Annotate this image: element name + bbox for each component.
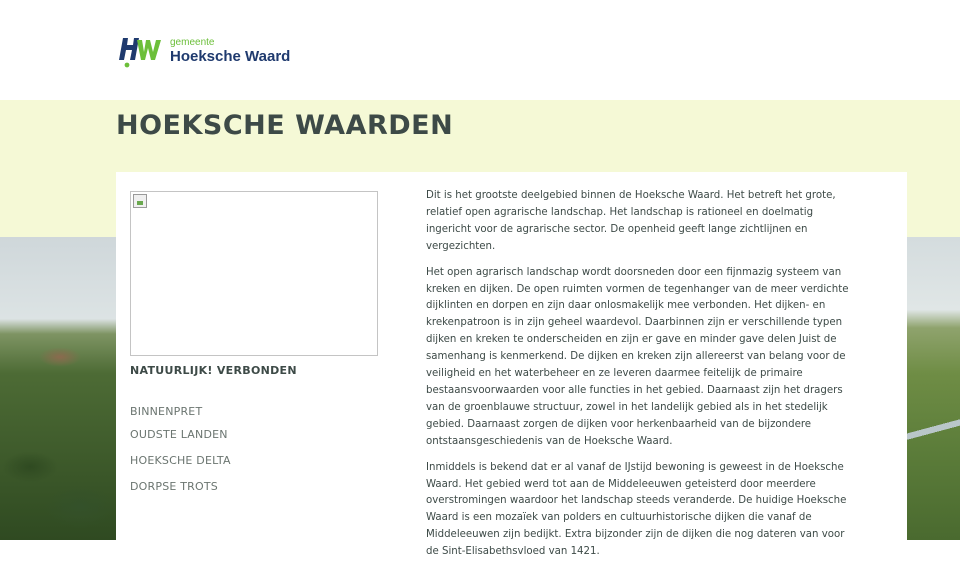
logo-text (170, 38, 290, 64)
hw-logo-icon (117, 34, 163, 68)
logo-municipality-label: gemeente (170, 37, 215, 48)
landscape-left-strip (0, 237, 120, 540)
article-paragraph: Inmiddels is bekend dat er al vanaf de IJstijd bewoning is geweest in de Hoeksche Waard. Het gebied werd tot aan de Middeleeuwen geteisterd door meerdere overstromingen waardoor het landschap steeds veranderde. De huidige Hoeksche Waard is een mozaïek van polders en cultuurhistorische dijken die vanaf de Middeleeuwen zijn bedijkt. Extra bijzonder zijn de dijken die nog dateren van voor de Sint-Elisabethsvloed van 1421. (426, 461, 847, 558)
broken-image-icon (133, 194, 147, 208)
sidebar-link-oudste-landen[interactable]: OUDSTE LANDEN (130, 428, 228, 441)
sidebar-link-dorpse-trots[interactable]: DORPSE TROTS (130, 480, 218, 493)
sidebar-link-hoeksche-delta[interactable]: HOEKSCHE DELTA (130, 454, 231, 467)
site-header (0, 0, 960, 100)
logo-name: Hoeksche Waard (170, 48, 291, 65)
article-paragraph: Het open agrarisch landschap wordt doorsneden door een fijnmazig systeem van kreken en dijken. De open ruimten vormen de tegenhanger van de meer verdichte dijklinten en dorpen en zijn daar onlosmakelijk mee verbonden. Het dijken- en krekenpatroon is in zijn geheel waardevol. Daarbinnen zijn er verschillende typen dijken en kreken te onderscheiden en zijn er gave en minder gave delen Juist de samenhang is kenmerkend. De dijken en kreken zijn allereerst van belang voor de veiligheid en het waterbeheer en ze leveren daarmee feitelijk de primaire bestaansvoorwaarden voor alle functies in het gebied. Daarnaast zijn het dragers van de groenblauwe structuur, zowel in het landelijk gebied als in het stedelijk gebied. Daarnaast zorgen de dijken voor herkenbaarheid van de bijzondere ontstaansgeschiedenis van de Hoeksche Waard. (426, 266, 849, 447)
article-body (426, 188, 856, 570)
sidebar-heading: NATUURLIJK! VERBONDEN (130, 364, 297, 377)
landscape-right-strip (905, 237, 960, 540)
site-logo[interactable] (117, 34, 290, 68)
page-title: HOEKSCHE WAARDEN (116, 110, 454, 141)
sidebar-link-binnenpret[interactable]: BINNENPRET (130, 405, 203, 418)
broken-image (130, 191, 378, 356)
article-paragraph: Dit is het grootste deelgebied binnen de Hoeksche Waard. Het betreft het grote, relatief open agrarische landschap. Het landschap is rationeel en doelmatig ingericht voor de agrarische sector. De openheid geeft lange zichtlijnen en vergezichten. (426, 190, 836, 252)
